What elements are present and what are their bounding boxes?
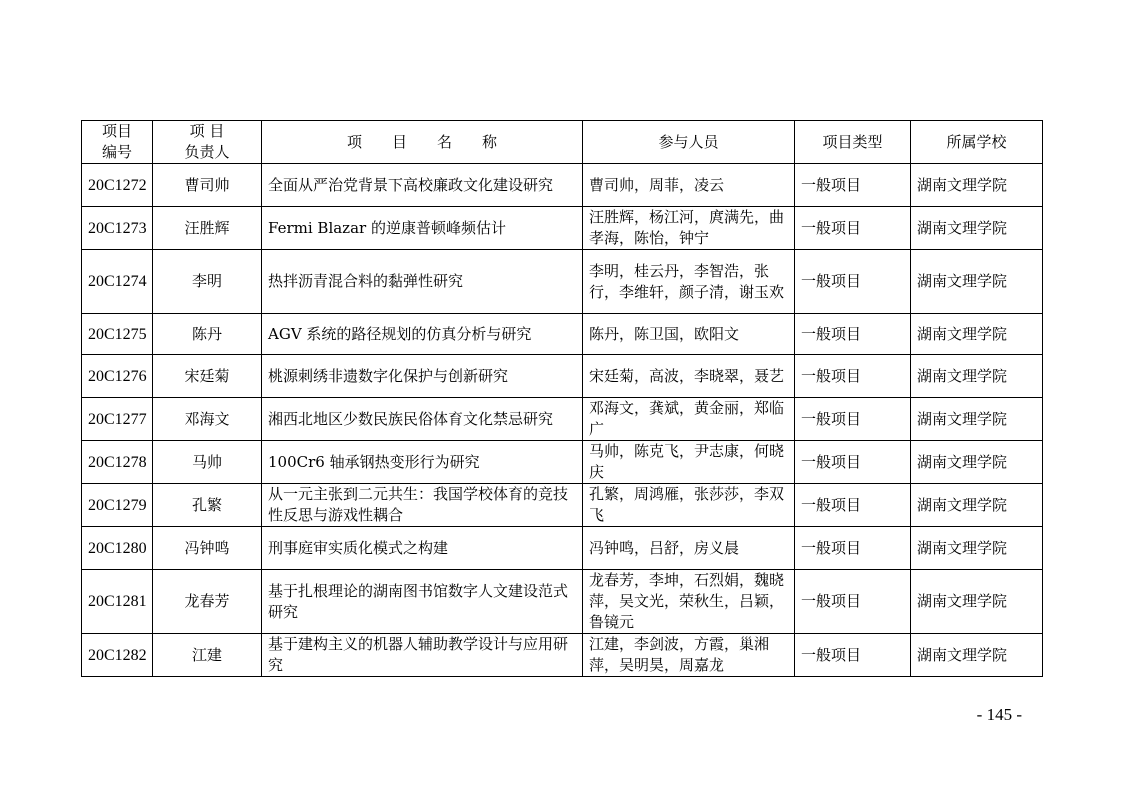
cell-type: 一般项目 (795, 634, 911, 677)
header-project-name: 项 目 名 称 (262, 121, 583, 164)
cell-type: 一般项目 (795, 527, 911, 570)
table-row (82, 207, 1043, 250)
cell-leader: 孔繁 (153, 484, 262, 527)
header-members: 参与人员 (583, 121, 795, 164)
cell-members: 孔繁，周鸿雁，张莎莎，李双飞 (583, 484, 795, 527)
cell-name: 热拌沥青混合料的黏弹性研究 (262, 250, 583, 314)
cell-name: AGV 系统的路径规划的仿真分析与研究 (262, 314, 583, 355)
cell-members: 冯钟鸣，吕舒，房义晨 (583, 527, 795, 570)
cell-name: 基于建构主义的机器人辅助教学设计与应用研究 (262, 634, 583, 677)
cell-type: 一般项目 (795, 570, 911, 634)
cell-name: 全面从严治党背景下高校廉政文化建设研究 (262, 164, 583, 207)
cell-school: 湖南文理学院 (911, 164, 1043, 207)
project-table (81, 120, 1043, 677)
header-project-type: 项目类型 (795, 121, 911, 164)
cell-members: 李明，桂云丹，李智浩，张行，李维轩，颜子清，谢玉欢 (583, 250, 795, 314)
cell-name: 100Cr6 轴承钢热变形行为研究 (262, 441, 583, 484)
cell-name: 刑事庭审实质化模式之构建 (262, 527, 583, 570)
cell-members: 龙春芳，李坤，石烈娟，魏晓萍，吴文光，荣秋生，吕颖，鲁镜元 (583, 570, 795, 634)
table-row (82, 441, 1043, 484)
cell-members: 陈丹，陈卫国，欧阳文 (583, 314, 795, 355)
cell-code: 20C1279 (82, 484, 153, 527)
cell-school: 湖南文理学院 (911, 441, 1043, 484)
cell-leader: 陈丹 (153, 314, 262, 355)
cell-members: 宋廷菊，高波，李晓翠，聂艺 (583, 355, 795, 398)
table-row (82, 250, 1043, 314)
cell-name: Fermi Blazar 的逆康普顿峰频估计 (262, 207, 583, 250)
cell-school: 湖南文理学院 (911, 484, 1043, 527)
cell-type: 一般项目 (795, 484, 911, 527)
table-row (82, 398, 1043, 441)
header-project-leader (153, 121, 262, 164)
cell-leader: 邓海文 (153, 398, 262, 441)
cell-school: 湖南文理学院 (911, 570, 1043, 634)
cell-leader: 曹司帅 (153, 164, 262, 207)
cell-leader: 汪胜辉 (153, 207, 262, 250)
cell-type: 一般项目 (795, 314, 911, 355)
page-number: - 145 - (976, 705, 1022, 724)
cell-name: 基于扎根理论的湖南图书馆数字人文建设范式研究 (262, 570, 583, 634)
cell-school: 湖南文理学院 (911, 527, 1043, 570)
cell-leader: 马帅 (153, 441, 262, 484)
cell-type: 一般项目 (795, 164, 911, 207)
cell-members: 江建，李剑波，方霞，巢湘萍，吴明昊，周嘉龙 (583, 634, 795, 677)
cell-code: 20C1277 (82, 398, 153, 441)
cell-name: 湘西北地区少数民族民俗体育文化禁忌研究 (262, 398, 583, 441)
cell-school: 湖南文理学院 (911, 398, 1043, 441)
header-leader-line2: 负责人 (184, 143, 230, 161)
cell-school: 湖南文理学院 (911, 314, 1043, 355)
header-leader-line1: 项 目 (189, 122, 225, 140)
cell-leader: 宋廷菊 (153, 355, 262, 398)
cell-type: 一般项目 (795, 250, 911, 314)
table-row (82, 314, 1043, 355)
header-school: 所属学校 (911, 121, 1043, 164)
cell-school: 湖南文理学院 (911, 634, 1043, 677)
cell-type: 一般项目 (795, 441, 911, 484)
table-row (82, 570, 1043, 634)
cell-code: 20C1272 (82, 164, 153, 207)
cell-code: 20C1280 (82, 527, 153, 570)
table-row (82, 484, 1043, 527)
table-header-row (82, 121, 1043, 164)
cell-type: 一般项目 (795, 355, 911, 398)
cell-leader: 江建 (153, 634, 262, 677)
cell-name: 桃源刺绣非遗数字化保护与创新研究 (262, 355, 583, 398)
table-row (82, 634, 1043, 677)
cell-leader: 冯钟鸣 (153, 527, 262, 570)
cell-code: 20C1278 (82, 441, 153, 484)
cell-school: 湖南文理学院 (911, 355, 1043, 398)
table-row (82, 164, 1043, 207)
cell-code: 20C1273 (82, 207, 153, 250)
header-code-line2: 编号 (101, 143, 132, 161)
cell-members: 邓海文，龚斌，黄金丽，郑临广 (583, 398, 795, 441)
cell-type: 一般项目 (795, 207, 911, 250)
cell-members: 汪胜辉，杨江河，庹满先，曲孝海，陈怡，钟宁 (583, 207, 795, 250)
cell-code: 20C1274 (82, 250, 153, 314)
cell-code: 20C1275 (82, 314, 153, 355)
cell-name: 从一元主张到二元共生：我国学校体育的竞技性反思与游戏性耦合 (262, 484, 583, 527)
cell-leader: 李明 (153, 250, 262, 314)
cell-members: 马帅，陈克飞，尹志康，何晓庆 (583, 441, 795, 484)
cell-type: 一般项目 (795, 398, 911, 441)
cell-code: 20C1282 (82, 634, 153, 677)
table-row (82, 355, 1043, 398)
cell-code: 20C1276 (82, 355, 153, 398)
cell-members: 曹司帅，周菲，凌云 (583, 164, 795, 207)
table-row (82, 527, 1043, 570)
cell-school: 湖南文理学院 (911, 207, 1043, 250)
cell-code: 20C1281 (82, 570, 153, 634)
cell-leader: 龙春芳 (153, 570, 262, 634)
header-code-line1: 项目 (101, 122, 132, 140)
cell-school: 湖南文理学院 (911, 250, 1043, 314)
header-project-code (82, 121, 153, 164)
